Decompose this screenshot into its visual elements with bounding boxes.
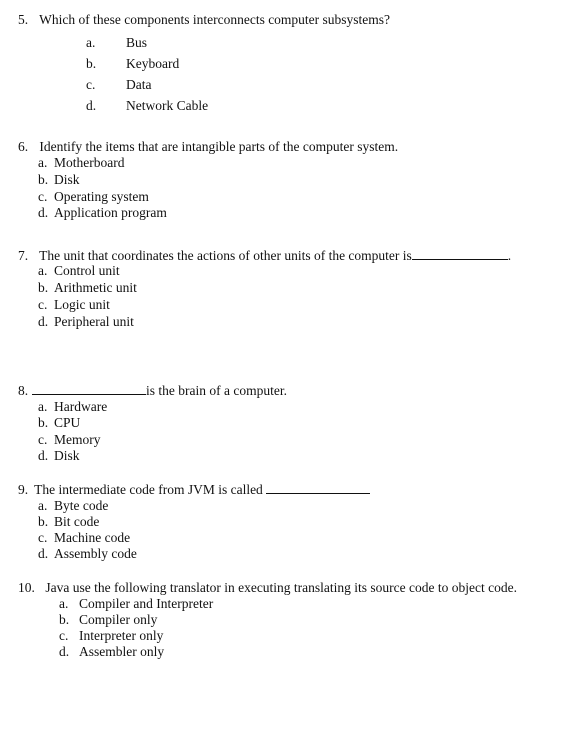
option-text: Network Cable	[126, 98, 209, 113]
option-text: Byte code	[54, 498, 109, 513]
option-text: Memory	[54, 432, 101, 447]
answer-blank	[32, 382, 146, 395]
option-7a	[38, 263, 120, 279]
question-number: 9.	[18, 482, 29, 497]
option-letter: d.	[38, 546, 49, 561]
option-5d	[86, 98, 208, 114]
option-9d	[38, 546, 137, 562]
question-text: The unit that coordinates the actions of other units of the computer is	[39, 248, 412, 263]
option-9c	[38, 530, 130, 546]
option-letter: d.	[59, 644, 70, 659]
option-text: Data	[126, 77, 152, 92]
option-text: Disk	[54, 172, 80, 187]
option-9b	[38, 514, 99, 530]
option-letter: b.	[59, 612, 70, 627]
option-letter: c.	[59, 628, 69, 643]
option-letter: a.	[38, 498, 48, 513]
question-10	[18, 580, 517, 596]
option-6a	[38, 155, 124, 171]
option-letter: d.	[38, 314, 49, 329]
option-letter: a.	[59, 596, 69, 611]
option-text: Peripheral unit	[54, 314, 134, 329]
option-text: Machine code	[54, 530, 131, 545]
answer-blank	[412, 247, 508, 260]
option-text: Motherboard	[54, 155, 125, 170]
option-8a	[38, 399, 107, 415]
option-letter: d.	[38, 205, 49, 220]
option-letter: c.	[38, 297, 48, 312]
option-text: Hardware	[54, 399, 108, 414]
option-text: Disk	[54, 448, 80, 463]
option-letter: a.	[86, 35, 96, 50]
option-text: Keyboard	[126, 56, 180, 71]
question-text-end: .	[507, 248, 512, 263]
question-text: Identify the items that are intangible parts of the computer system.	[39, 139, 399, 154]
question-number: 7.	[18, 248, 29, 263]
option-letter: b.	[38, 415, 49, 430]
option-text: Logic unit	[54, 297, 110, 312]
option-5b	[86, 56, 179, 72]
option-text: Compiler and Interpreter	[79, 596, 214, 611]
option-letter: b.	[38, 280, 49, 295]
option-6c	[38, 189, 149, 205]
question-text-end: is the brain of a computer.	[146, 383, 287, 398]
option-10b	[59, 612, 157, 628]
option-letter: d.	[86, 98, 97, 113]
option-letter: c.	[38, 432, 48, 447]
option-text: Bus	[126, 35, 148, 50]
question-5	[18, 12, 390, 28]
question-6	[18, 139, 398, 155]
option-letter: a.	[38, 399, 48, 414]
option-5a	[86, 35, 147, 51]
option-10c	[59, 628, 163, 644]
answer-blank	[266, 481, 370, 494]
question-text: The intermediate code from JVM is called	[34, 482, 263, 497]
option-letter: d.	[38, 448, 49, 463]
option-7d	[38, 314, 134, 330]
question-number: 10.	[18, 580, 35, 595]
option-letter: a.	[38, 263, 48, 278]
option-letter: c.	[86, 77, 96, 92]
option-text: Arithmetic unit	[54, 280, 137, 295]
option-5c	[86, 77, 151, 93]
option-10a	[59, 596, 213, 612]
option-letter: b.	[38, 514, 49, 529]
option-9a	[38, 498, 108, 514]
option-text: Assembler only	[79, 644, 165, 659]
option-letter: c.	[38, 530, 48, 545]
option-text: Bit code	[54, 514, 100, 529]
option-10d	[59, 644, 164, 660]
question-8	[18, 382, 287, 399]
option-text: Compiler only	[79, 612, 158, 627]
option-letter: b.	[86, 56, 97, 71]
question-number: 5.	[18, 12, 29, 27]
option-letter: b.	[38, 172, 49, 187]
option-text: Assembly code	[54, 546, 137, 561]
option-text: Interpreter only	[79, 628, 164, 643]
option-6b	[38, 172, 80, 188]
option-8b	[38, 415, 80, 431]
option-text: Operating system	[54, 189, 149, 204]
question-9	[18, 481, 370, 498]
question-number: 6.	[18, 139, 29, 154]
option-text: Application program	[54, 205, 167, 220]
question-text: Java use the following translator in executing translating its source code to object code.	[45, 580, 517, 595]
question-number: 8.	[18, 383, 29, 398]
option-letter: c.	[38, 189, 48, 204]
option-8c	[38, 432, 101, 448]
option-7c	[38, 297, 110, 313]
option-text: Control unit	[54, 263, 120, 278]
option-6d	[38, 205, 167, 221]
option-7b	[38, 280, 137, 296]
question-text: Which of these components interconnects computer subsystems?	[39, 12, 391, 27]
option-letter: a.	[38, 155, 48, 170]
option-8d	[38, 448, 80, 464]
option-text: CPU	[54, 415, 81, 430]
question-7	[18, 247, 511, 264]
